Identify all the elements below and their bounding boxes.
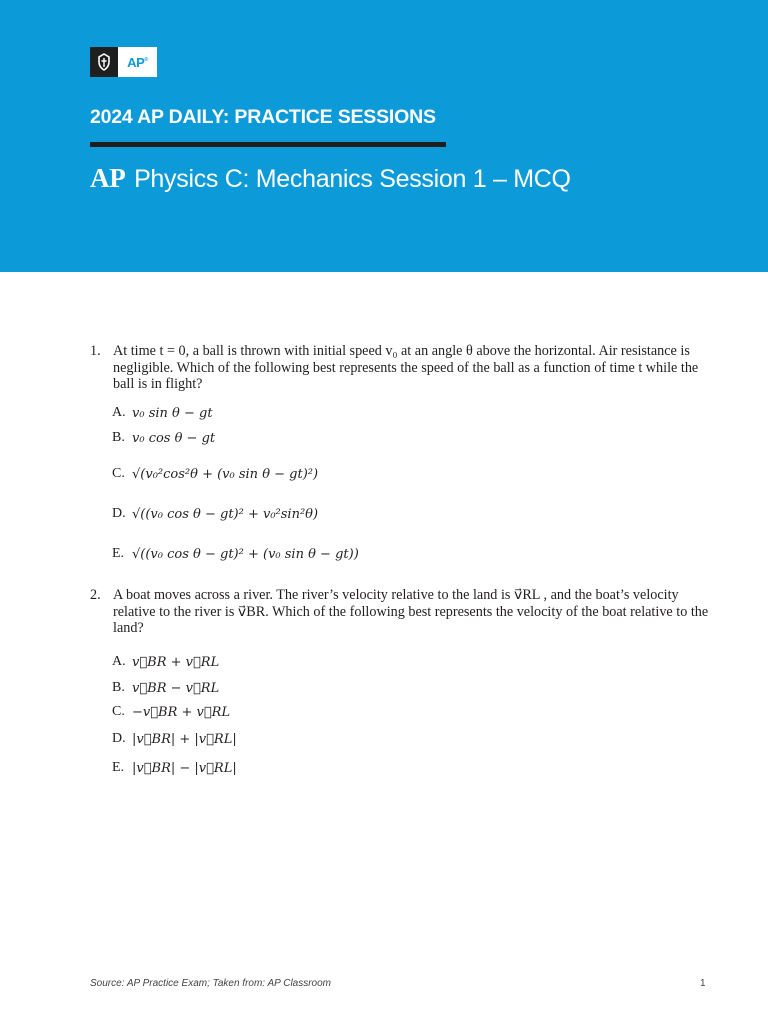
option-b[interactable]: [112, 680, 219, 696]
option-a[interactable]: [112, 405, 213, 421]
question-text: At time t = 0, a ball is thrown with initial speed v₀ at an angle θ above the horizontal. Air resistance is negligible. Which of the following best represents the speed of the ball as a function of time t while the ball is in flight?: [113, 343, 699, 392]
acorn-icon: [90, 47, 118, 77]
option-letter: B.: [112, 680, 125, 695]
ap-logo: [90, 47, 157, 77]
option-letter: C.: [112, 466, 125, 481]
option-c[interactable]: [112, 466, 318, 482]
option-c[interactable]: [112, 704, 230, 720]
option-expression: v⃗BR − v⃗RL: [132, 680, 220, 696]
option-b[interactable]: [112, 430, 215, 446]
question-number: 1.: [90, 343, 101, 359]
option-expression: √((v₀ cos θ − gt)² + v₀²sin²θ): [132, 506, 319, 522]
option-expression: −v⃗BR + v⃗RL: [132, 704, 231, 720]
option-e[interactable]: [112, 760, 237, 776]
header-banner: [0, 0, 768, 272]
logo-registered-mark: ®: [144, 57, 148, 63]
option-letter: E.: [112, 760, 125, 775]
page-title: [90, 163, 571, 194]
option-expression: √(v₀²cos²θ + (v₀ sin θ − gt)²): [132, 466, 319, 482]
option-expression: |v⃗BR| − |v⃗RL|: [132, 760, 237, 776]
option-a[interactable]: [112, 654, 219, 670]
option-letter: A.: [112, 405, 126, 420]
option-letter: C.: [112, 704, 125, 719]
question-2: [90, 587, 710, 637]
question-text: A boat moves across a river. The river’s velocity relative to the land is v⃗RL , and the boat’s velocity relative to the river is v⃗BR. Which of the following best represents the velocity of the boat relative to the land?: [113, 587, 709, 636]
option-expression: v₀ sin θ − gt: [132, 405, 213, 421]
logo-text: AP: [127, 54, 145, 70]
option-d[interactable]: [112, 731, 237, 747]
header-rule: [90, 142, 446, 147]
option-expression: v₀ cos θ − gt: [132, 430, 216, 446]
option-letter: D.: [112, 731, 126, 746]
option-expression: v⃗BR + v⃗RL: [132, 654, 220, 670]
option-letter: A.: [112, 654, 126, 669]
option-e[interactable]: [112, 546, 359, 562]
series-title: 2024 AP DAILY: PRACTICE SESSIONS: [90, 106, 436, 128]
option-expression: √((v₀ cos θ − gt)² + (v₀ sin θ − gt)): [132, 546, 359, 562]
title-prefix: AP: [90, 163, 126, 193]
question-number: 2.: [90, 587, 101, 603]
option-letter: B.: [112, 430, 125, 445]
option-expression: |v⃗BR| + |v⃗RL|: [132, 731, 237, 747]
page-number: 1: [700, 978, 706, 989]
option-d[interactable]: [112, 506, 318, 522]
option-letter: D.: [112, 506, 126, 521]
footer-source: Source: AP Practice Exam; Taken from: AP Classroom: [90, 978, 332, 989]
option-letter: E.: [112, 546, 125, 561]
question-1: [90, 343, 710, 393]
title-main: Physics C: Mechanics Session 1 – MCQ: [134, 165, 571, 193]
